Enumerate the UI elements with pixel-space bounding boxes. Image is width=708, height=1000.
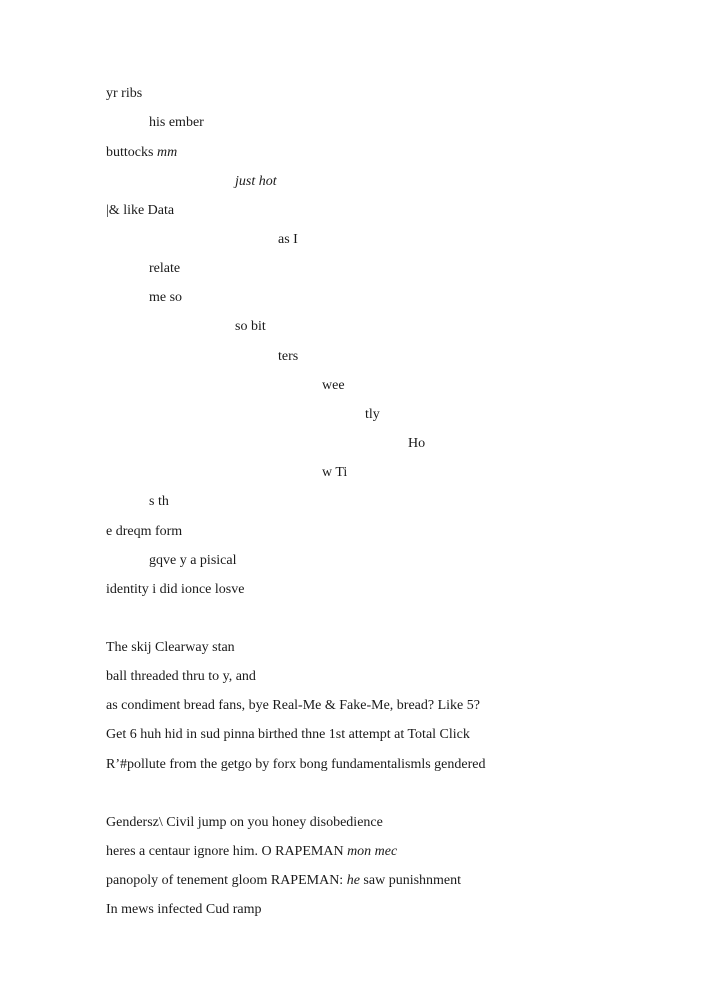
poem-line: Get 6 huh hid in sud pinna birthed thne 1st attempt at Total Click	[106, 727, 470, 742]
poem-line: yr ribs	[106, 86, 143, 101]
poem-line: gqve y a pisical	[149, 553, 237, 568]
poem-line: so bit	[235, 319, 266, 334]
poem-line: as condiment bread fans, bye Real-Me & Fake-Me, bread? Like 5?	[106, 698, 480, 713]
poem-line: In mews infected Cud ramp	[106, 902, 262, 917]
poem-line: The skij Clearway stan	[106, 640, 235, 655]
poem-line: relate	[149, 261, 181, 276]
poem-line: just hot	[235, 174, 277, 189]
poem-line: tly	[365, 407, 380, 422]
poem-line: identity i did ionce losve	[106, 582, 245, 597]
poem-line: ters	[278, 349, 299, 364]
poem-line: s th	[149, 494, 169, 509]
poem-line: wee	[322, 378, 345, 393]
poem-line: as I	[278, 232, 298, 247]
poem-line: his ember	[149, 115, 204, 130]
poem-line: Gendersz\ Civil jump on you honey disobedience	[106, 815, 383, 830]
poem-line: ball threaded thru to y, and	[106, 669, 256, 684]
poem-line: panopoly of tenement gloom RAPEMAN: he saw punishnment	[106, 873, 462, 888]
poem-line: e dreqm form	[106, 524, 183, 539]
poem-line: heres a centaur ignore him. O RAPEMAN mon mec	[106, 844, 398, 859]
poem-line: Ho	[408, 436, 426, 451]
poem-line: w Ti	[322, 465, 348, 480]
poem-line: me so	[149, 290, 183, 305]
poem-line: buttocks mm	[106, 145, 178, 160]
poem-line: R’#pollute from the getgo by forx bong fundamentalismls gendered	[106, 757, 486, 772]
poem-line: |& like Data	[106, 203, 175, 218]
